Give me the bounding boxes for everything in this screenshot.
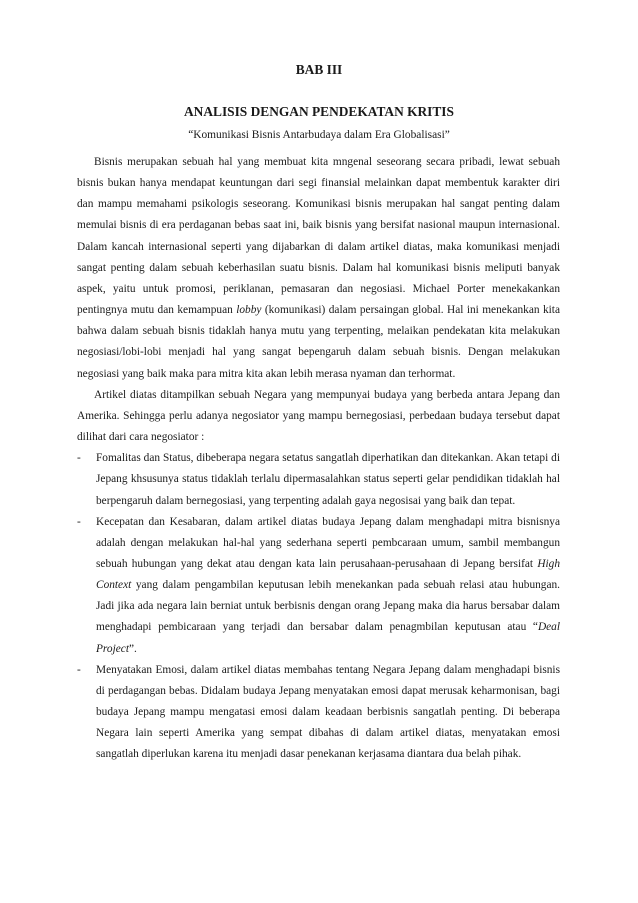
high-context-term: High Context — [96, 557, 560, 592]
bullet-2-text-a: Kecepatan dan Kesabaran, dalam artikel diatas budaya Jepang dalam menghadapi mitra bisnisnya adalah dengan melakukan hal-hal yang sederhana seperti pembcaraan umum, sambil membangun sebuah hubungan yang dekat atau dengan kata lain perusahaan-perusahaan di Jepang bersifat — [96, 515, 560, 570]
bullet-dash: - — [77, 515, 81, 528]
bullet-dash: - — [77, 452, 81, 465]
bullet-2-text-c: ”. — [128, 642, 137, 655]
chapter-title: ANALISIS DENGAN PENDEKATAN KRITIS — [184, 104, 454, 119]
bullet-2-text-b: yang dalam pengambilan keputusan lebih menekankan pada sebuah relasi atau hubungan. Jadi jika ada negara lain berniat untuk berbisnis dengan orang Jepang maka dia harus bersabar dalam menghadapi pembicaraan yang terjadi dan bersabar dalam penagmbilan keputusan atau “ — [96, 579, 560, 634]
document-body — [77, 152, 560, 766]
bullet-1-text: Fomalitas dan Status, dibeberapa negara setatus sangatlah diperhatikan dan ditekankan. Akan tetapi di Jepang khsusunya status tidaklah terlalu dipermasalahkan status seperti gelar pendidikan tidaklah hal berpengaruh dalam bernegosiasi, yang terpenting adalah gaya negosisai yang baik dan tepat. — [96, 452, 560, 507]
paragraph-1 — [77, 152, 560, 385]
paragraph-2: Artikel diatas ditampilkan sebuah Negara yang mempunyai budaya yang berbeda antara Jepang dan Amerika. Sehingga perlu adanya negosiator yang mampu bernegosiasi, perbedaan budaya tersebut dapat dilihat dari cara negosiator : — [77, 388, 560, 444]
chapter-heading: BAB III — [295, 62, 343, 77]
chapter-subtitle: “Komunikasi Bisnis Antarbudaya dalam Era Globalisasi” — [188, 129, 450, 141]
bullet-list — [77, 448, 560, 765]
deal-project-term: Deal Project — [96, 621, 560, 655]
list-item — [77, 660, 560, 766]
list-item — [77, 512, 560, 660]
bullet-3-text: Menyatakan Emosi, dalam artikel diatas membahas tentang Negara Jepang dalam menghadapi bisnis di perdagangan bebas. Didalam budaya Jepang menyatakan emosi dapat merusak keharmonisan, bagi budaya Jepang mampu mengatasi emosi dalam keadaan berbisnis sangatlah penting. Di beberapa Negara lain seperti Amerika yang sempat dibahas di dalam artikel diatas, menyatakan emosi sangatlah diperlukan karena itu menjadi dasar penekanan kerjasama diantara dua belah pihak. — [96, 663, 560, 761]
lobby-term: lobby — [236, 304, 262, 317]
paragraph-1-text-b: (komunikasi) dalam persaingan global. Hal ini menekankan kita bahwa dalam sebuah bisnis tidaklah hanya mutu yang terpenting, melaikan pendekatan kita melakukan negosiasi/lobi-lobi menjadi hal yang sangat bepengaruh dalam sebuah bisnis. Dengan melakukan negosiasi yang baik maka para mitra kita akan lebih merasa nyaman dan terhormat. — [77, 304, 560, 380]
bullet-dash: - — [77, 663, 81, 676]
paragraph-1-text-a: Bisnis merupakan sebuah hal yang membuat kita mngenal seseorang secara pribadi, lewat sebuah bisnis bukan hanya mendapat keuntungan dari segi finansial melainkan dapat membentuk karakter diri dan mampu memahami psikologis seseorang. Komunikasi bisnis merupakan hal sangat penting dalam memulai bisnis di era perdaganan bebas saat ini, baik bisnis yang bersifat nasional maupun internasional. Dalam kancah internasional seperti yang dijabarkan di dalam artikel diatas, maka komunikasi menjadi sangat penting dalam sebuah keberhasilan suatu bisnis. Dalam hal komunikasi bisnis meliputi banyak aspek, yaitu untuk promosi, periklanan, pemasaran dan negosiasi. Michael Porter menekakankan pentingnya mutu dan kemampuan — [77, 156, 560, 317]
list-item — [77, 448, 560, 511]
